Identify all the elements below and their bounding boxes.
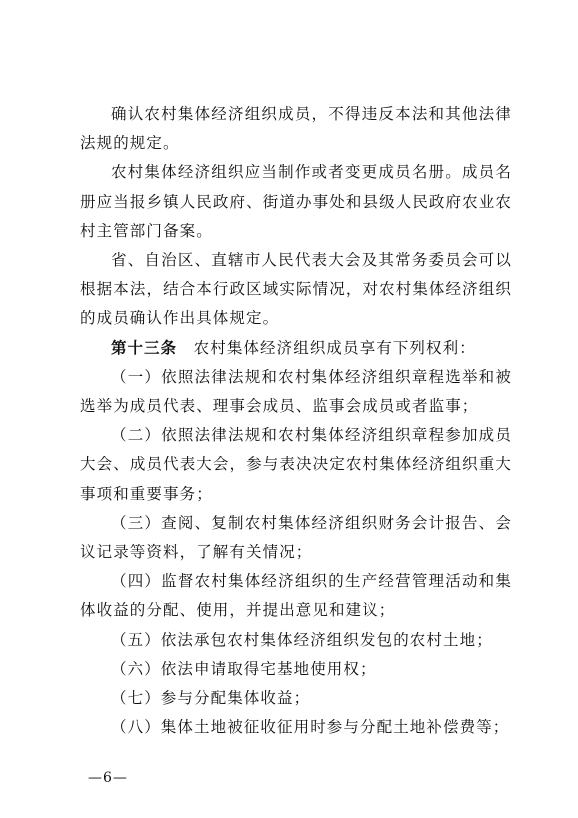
right-item-4: （四）监督农村集体经济组织的生产经营管理活动和集体收益的分配、使用，并提出意见和建议； [80,572,512,620]
right-item-3: （三）查阅、复制农村集体经济组织财务会计报告、会议记录等资料，了解有关情况； [80,513,512,562]
paragraph-member-register: 农村集体经济组织应当制作或者变更成员名册。成员名册应当报乡镇人民政府、街道办事处和县级人民政府农业农村主管部门备案。 [80,163,512,240]
paragraph-member-confirmation: 确认农村集体经济组织成员，不得违反本法和其他法律法规的规定。 [80,105,512,153]
right-item-6: （六）依法申请取得宅基地使用权； [111,659,377,678]
article-13-heading [80,334,512,363]
body-text [80,100,512,742]
right-item-5: （五）依法承包农村集体经济组织发包的农村土地； [111,630,493,649]
right-item-8: （八）集体土地被征收征用时参与分配土地补偿费等； [111,718,510,737]
page-number: —6— [88,770,128,786]
article-number: 第十三条 [111,338,178,357]
article-text: 农村集体经济组织成员享有下列权利： [177,338,476,357]
right-item-7: （七）参与分配集体收益； [111,689,311,708]
right-item-2: （二）依照法律法规和农村集体经济组织章程参加成员大会、成员代表大会，参与表决决定农村集体经济组织重大事项和重要事务； [80,426,512,503]
paragraph-provincial-rules: 省、自治区、直辖市人民代表大会及其常务委员会可以根据本法，结合本行政区域实际情况，对农村集体经济组织的成员确认作出具体规定。 [80,251,512,328]
right-item-1: （一）依照法律法规和农村集体经济组织章程选举和被选举为成员代表、理事会成员、监事会成员或者监事； [80,367,512,416]
